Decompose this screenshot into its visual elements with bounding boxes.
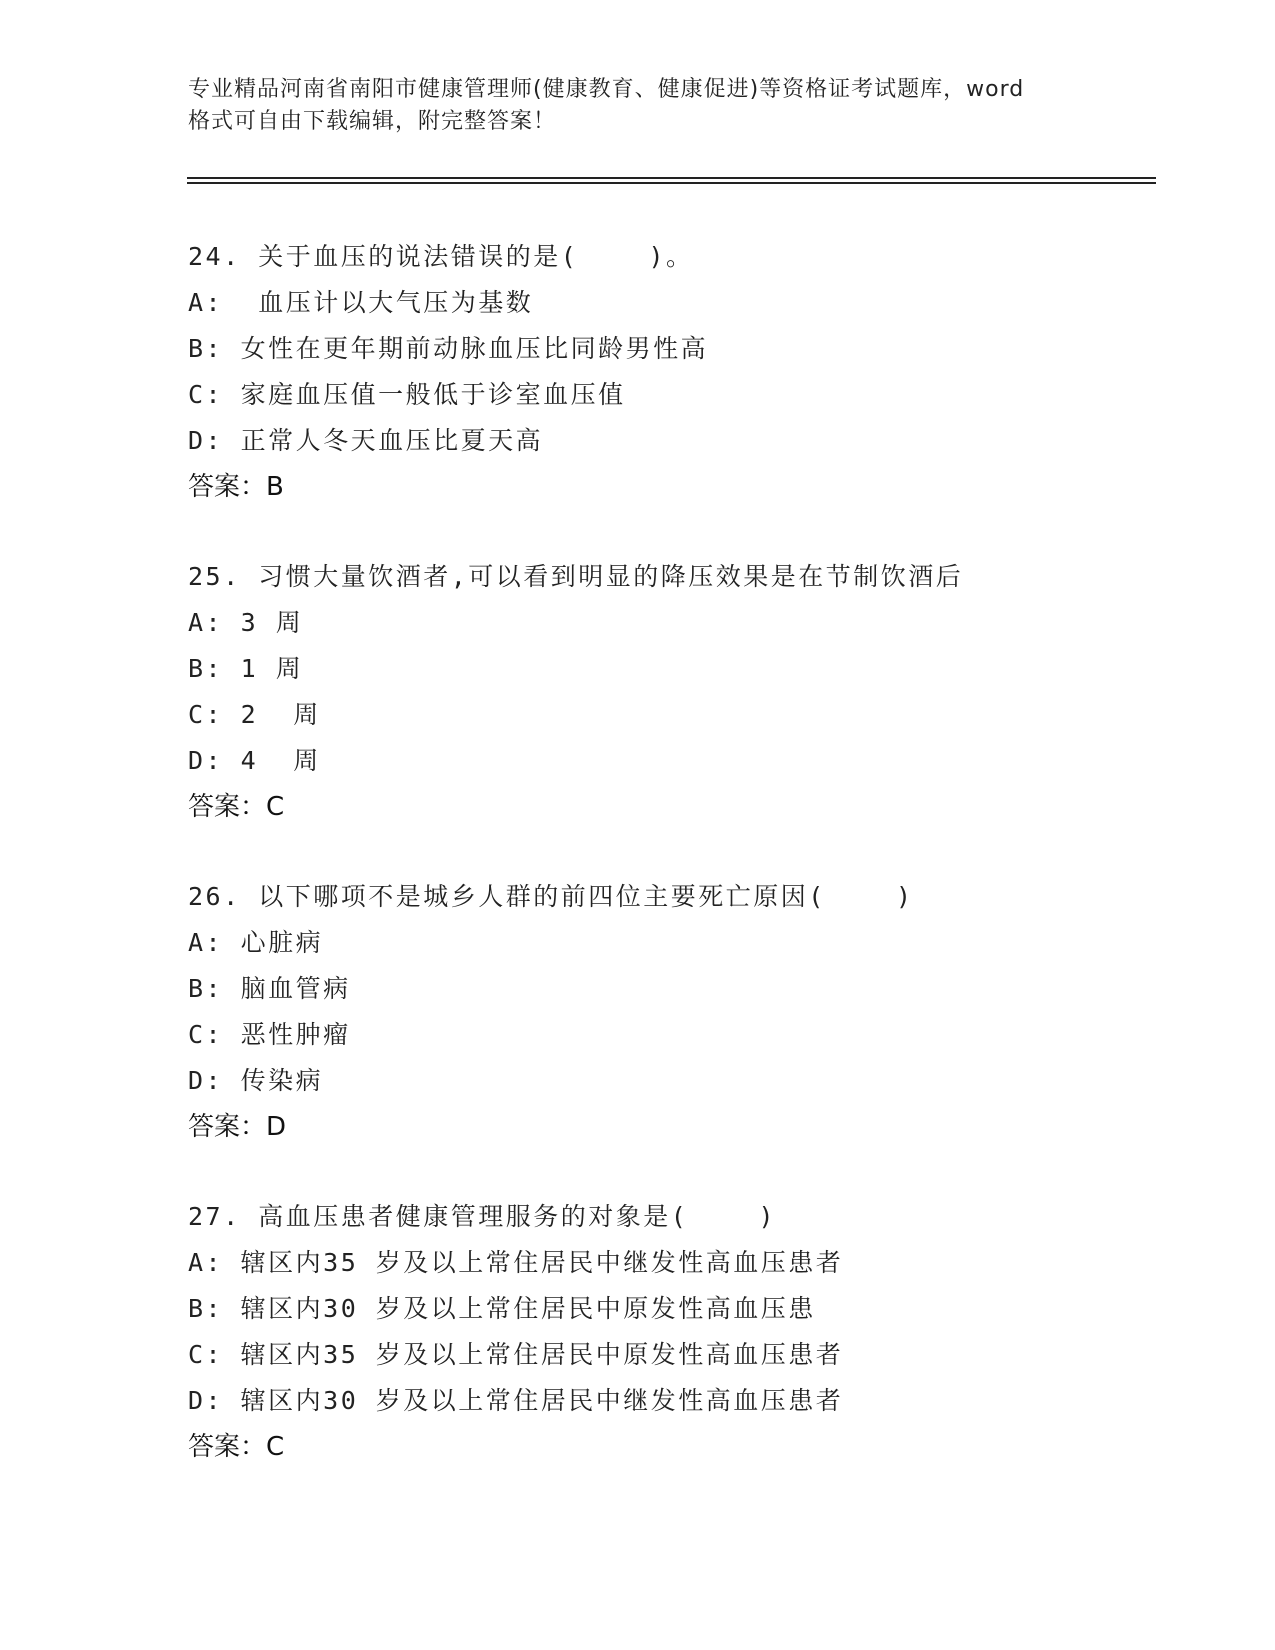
question-title: 27. 高血压患者健康管理服务的对象是( )	[188, 1202, 777, 1231]
header-line-2: 格式可自由下载编辑，附完整答案！	[188, 109, 557, 134]
option-b: B: 1 周	[188, 654, 304, 683]
question-27	[188, 1194, 1148, 1470]
answer: 答案：C	[188, 1432, 285, 1462]
question-title: 25. 习惯大量饮酒者,可以看到明显的降压效果是在节制饮酒后	[188, 562, 964, 591]
option-c: C: 2 周	[188, 700, 321, 729]
option-d: D: 正常人冬天血压比夏天高	[188, 426, 544, 455]
option-d: D: 辖区内30 岁及以上常住居民中继发性高血压患者	[188, 1386, 844, 1415]
header-rule-top	[187, 177, 1156, 179]
option-c: C: 家庭血压值一般低于诊室血压值	[188, 380, 626, 409]
option-c: C: 恶性肿瘤	[188, 1020, 351, 1049]
header-rule-bottom	[187, 182, 1156, 184]
question-24	[188, 234, 1148, 510]
question-25	[188, 554, 1148, 830]
option-a: A: 血压计以大气压为基数	[188, 288, 534, 317]
header-line-1: 专业精品河南省南阳市健康管理师(健康教育、健康促进)等资格证考试题库，word	[188, 77, 1025, 102]
option-b: B: 辖区内30 岁及以上常住居民中原发性高血压患	[188, 1294, 816, 1323]
answer: 答案：B	[188, 472, 284, 502]
question-title: 26. 以下哪项不是城乡人群的前四位主要死亡原因( )	[188, 882, 914, 911]
question-title: 24. 关于血压的说法错误的是( )。	[188, 242, 694, 271]
option-b: B: 女性在更年期前动脉血压比同龄男性高	[188, 334, 709, 363]
document-header	[188, 74, 1098, 138]
option-d: D: 传染病	[188, 1066, 324, 1095]
option-c: C: 辖区内35 岁及以上常住居民中原发性高血压患者	[188, 1340, 844, 1369]
option-d: D: 4 周	[188, 746, 321, 775]
option-a: A: 辖区内35 岁及以上常住居民中继发性高血压患者	[188, 1248, 844, 1277]
option-b: B: 脑血管病	[188, 974, 351, 1003]
answer: 答案：C	[188, 792, 285, 822]
option-a: A: 心脏病	[188, 928, 324, 957]
option-a: A: 3 周	[188, 608, 304, 637]
answer: 答案：D	[188, 1112, 287, 1142]
question-26	[188, 874, 1148, 1150]
